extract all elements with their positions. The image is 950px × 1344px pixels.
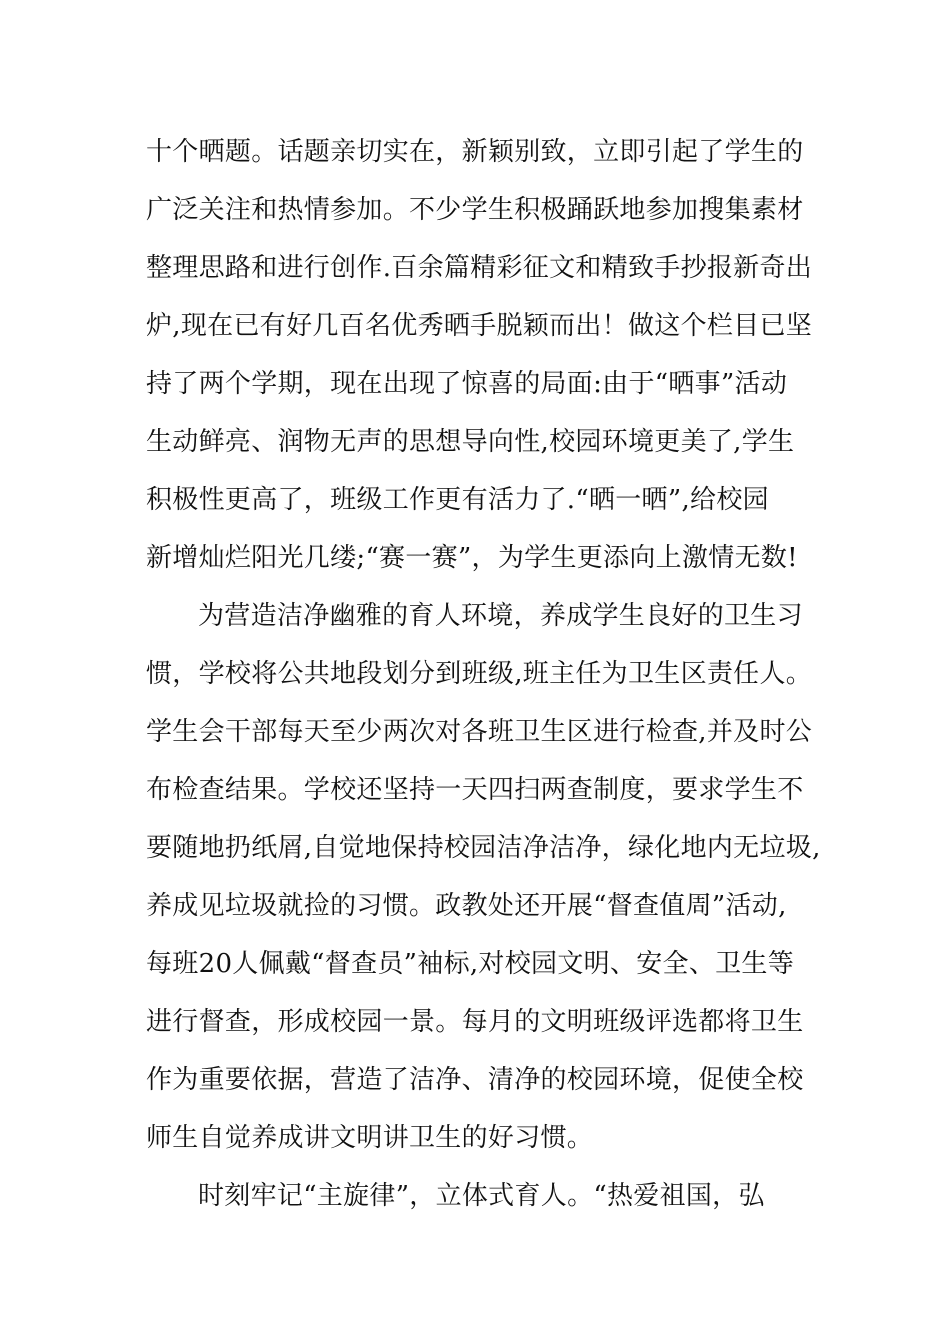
text-line: 惯，学校将公共地段划分到班级,班主任为卫生区责任人。 [146,659,813,689]
text-line: 炉,现在已有好几百名优秀晒手脱颖而出！做这个栏目已坚 [146,311,813,341]
text-line: 学生会干部每天至少两次对各班卫生区进行检查,并及时公 [146,717,813,747]
text-line: 养成见垃圾就捡的习惯。政教处还开展“督查值周”活动, [146,891,787,921]
text-line: 整理思路和进行创作.百余篇精彩征文和精致手抄报新奇出 [146,253,813,283]
text-line: 十个晒题。话题亲切实在，新颖别致，立即引起了学生的 [146,137,804,167]
text-line: 广泛关注和热情参加。不少学生积极踊跃地参加搜集素材 [146,195,804,225]
text-line: 积极性更高了，班级工作更有活力了.“晒一晒”,给校园 [146,485,769,515]
text-line: 进行督查，形成校园一景。每月的文明班级评选都将卫生 [146,1007,804,1037]
paragraph-first-line: 为营造洁净幽雅的育人环境，养成学生良好的卫生习 [198,601,803,631]
text-line: 布检查结果。学校还坚持一天四扫两查制度，要求学生不 [146,775,804,805]
text-line: 生动鲜亮、润物无声的思想导向性,校园环境更美了,学生 [146,427,795,457]
text-line: 每班20人佩戴“督查员”袖标,对校园文明、安全、卫生等 [146,949,795,979]
text-line: 作为重要依据，营造了洁净、清净的校园环境，促使全校 [146,1065,804,1095]
text-line: 师生自觉养成讲文明讲卫生的好习惯。 [146,1123,594,1153]
text-line: 新增灿烂阳光几缕;“赛一赛”，为学生更添向上激情无数! [146,543,798,573]
text-line: 要随地扔纸屑,自觉地保持校园洁净洁净，绿化地内无垃圾, [146,833,821,863]
paragraph-first-line: 时刻牢记“主旋律”，立体式育人。“热爱祖国，弘 [198,1181,765,1211]
text-line: 持了两个学期，现在出现了惊喜的局面:由于“晒事”活动 [146,369,788,399]
